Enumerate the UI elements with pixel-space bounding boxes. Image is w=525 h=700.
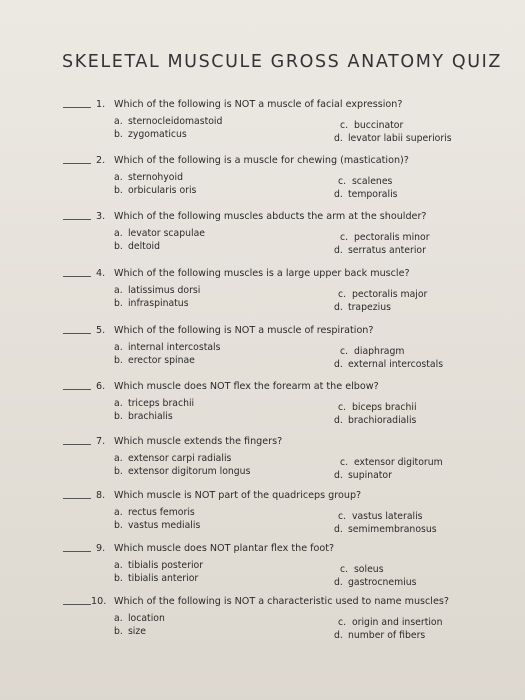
option-label: b. [114,411,123,422]
option-text: biceps brachii [351,402,417,413]
option-label: d. [334,524,343,535]
option-b [114,129,187,140]
option-d [334,245,426,256]
answer-blank[interactable] [63,163,91,164]
option-label: c. [340,120,349,131]
option-label: c. [338,402,347,413]
option-label: c. [338,176,347,187]
option-label: c. [340,346,349,357]
option-text: origin and insertion [351,617,443,628]
option-d [334,302,391,313]
option-text: extensor digitorum longus [127,466,251,477]
option-label: b. [114,520,123,531]
option-b [114,185,196,196]
question-text: Which muscle extends the fingers? [114,436,283,447]
option-label: a. [114,613,123,624]
option-label: c. [338,511,347,522]
question-number: 4. [96,268,106,279]
option-d [334,189,398,200]
option-a [114,453,231,464]
option-b [114,520,200,531]
option-d [334,524,437,535]
option-b [114,241,160,252]
option-d [334,359,443,370]
option-label: c. [338,289,347,300]
option-b [114,466,250,477]
option-a [114,507,195,518]
option-text: location [127,613,165,624]
option-text: sternohyoid [127,172,183,183]
option-text: internal intercostals [127,342,221,353]
option-text: supinator [347,470,392,481]
option-c [340,232,430,243]
option-b [114,355,195,366]
option-text: trapezius [347,302,391,313]
option-label: b. [114,466,123,477]
option-label: a. [114,172,123,183]
answer-blank[interactable] [63,444,91,445]
option-label: a. [114,507,123,518]
option-a [114,116,222,127]
option-text: rectus femoris [127,507,195,518]
option-text: zygomaticus [127,129,187,140]
option-text: diaphragm [353,346,405,357]
option-label: b. [114,298,123,309]
question-text: Which of the following is NOT a characteristic used to name muscles? [114,596,449,607]
option-label: b. [114,185,123,196]
option-label: d. [334,470,343,481]
question-number: 9. [96,543,106,554]
option-label: a. [114,228,123,239]
answer-blank[interactable] [63,333,91,334]
option-d [334,577,416,588]
question-text: Which muscle does NOT flex the forearm at the elbow? [114,381,379,392]
option-label: d. [334,245,343,256]
option-text: infraspinatus [127,298,189,309]
option-c [338,289,427,300]
option-text: brachioradialis [347,415,417,426]
option-label: a. [114,342,123,353]
option-text: buccinator [353,120,404,131]
option-text: soleus [353,564,384,575]
question-text: Which of the following is NOT a muscle of respiration? [114,325,374,336]
option-text: vastus medialis [127,520,201,531]
option-text: brachialis [127,411,173,422]
option-c [340,457,443,468]
option-c [340,346,404,357]
option-text: tibialis anterior [127,573,199,584]
option-label: a. [114,398,123,409]
option-a [114,342,220,353]
option-text: erector spinae [127,355,195,366]
option-text: pectoralis minor [353,232,430,243]
answer-blank[interactable] [63,498,91,499]
option-c [338,511,423,522]
question-number: 3. [96,211,106,222]
option-label: d. [334,630,343,641]
option-c [338,176,392,187]
option-label: b. [114,241,123,252]
option-label: d. [334,577,343,588]
option-text: scalenes [351,176,393,187]
option-text: semimembranosus [347,524,437,535]
question-number: 2. [96,155,106,166]
option-label: d. [334,133,343,144]
question-text: Which of the following muscles is a large upper back muscle? [114,268,410,279]
option-label: a. [114,453,123,464]
option-d [334,415,416,426]
answer-blank[interactable] [63,551,91,552]
question-number: 10. [91,596,107,607]
option-text: external intercostals [347,359,444,370]
option-label: c. [338,617,347,628]
option-a [114,398,194,409]
question-text: Which of the following is a muscle for chewing (mastication)? [114,155,409,166]
question-text: Which of the following is NOT a muscle of facial expression? [114,99,403,110]
option-d [334,630,425,641]
question-text: Which muscle is NOT part of the quadriceps group? [114,490,362,501]
option-label: d. [334,189,343,200]
option-b [114,411,173,422]
option-text: temporalis [347,189,398,200]
option-label: a. [114,560,123,571]
option-label: c. [340,457,349,468]
option-label: a. [114,116,123,127]
option-c [338,617,443,628]
option-c [340,120,403,131]
option-d [334,470,392,481]
answer-blank[interactable] [63,604,91,605]
option-a [114,285,200,296]
page-title: SKELETAL MUSCULE GROSS ANATOMY QUIZ [62,52,502,72]
option-text: size [127,626,146,637]
option-label: d. [334,359,343,370]
option-b [114,626,146,637]
option-label: c. [340,564,349,575]
option-a [114,172,183,183]
question-number: 5. [96,325,106,336]
option-text: latissimus dorsi [127,285,201,296]
option-b [114,298,189,309]
question-text: Which muscle does NOT plantar flex the foot? [114,543,335,554]
option-text: levator labii superioris [347,133,452,144]
question-text: Which of the following muscles abducts the arm at the shoulder? [114,211,427,222]
answer-blank[interactable] [63,389,91,390]
option-text: number of fibers [347,630,426,641]
answer-blank[interactable] [63,219,91,220]
option-label: b. [114,626,123,637]
option-c [338,402,417,413]
option-c [340,564,384,575]
option-text: extensor carpi radialis [127,453,232,464]
option-label: a. [114,285,123,296]
option-text: sternocleidomastoid [127,116,223,127]
option-text: gastrocnemius [347,577,417,588]
option-label: b. [114,129,123,140]
option-b [114,573,198,584]
option-label: c. [340,232,349,243]
option-a [114,613,165,624]
question-number: 6. [96,381,106,392]
question-number: 7. [96,436,106,447]
question-number: 8. [96,490,106,501]
answer-blank[interactable] [63,107,91,108]
option-label: b. [114,355,123,366]
option-a [114,560,203,571]
option-text: levator scapulae [127,228,206,239]
question-number: 1. [96,99,106,110]
option-a [114,228,205,239]
option-text: extensor digitorum [353,457,443,468]
option-text: deltoid [127,241,160,252]
option-d [334,133,452,144]
option-text: pectoralis major [351,289,428,300]
option-label: b. [114,573,123,584]
option-text: orbicularis oris [127,185,197,196]
option-label: d. [334,302,343,313]
option-text: serratus anterior [347,245,426,256]
option-label: d. [334,415,343,426]
option-text: vastus lateralis [351,511,423,522]
option-text: triceps brachii [127,398,195,409]
option-text: tibialis posterior [127,560,204,571]
answer-blank[interactable] [63,276,91,277]
